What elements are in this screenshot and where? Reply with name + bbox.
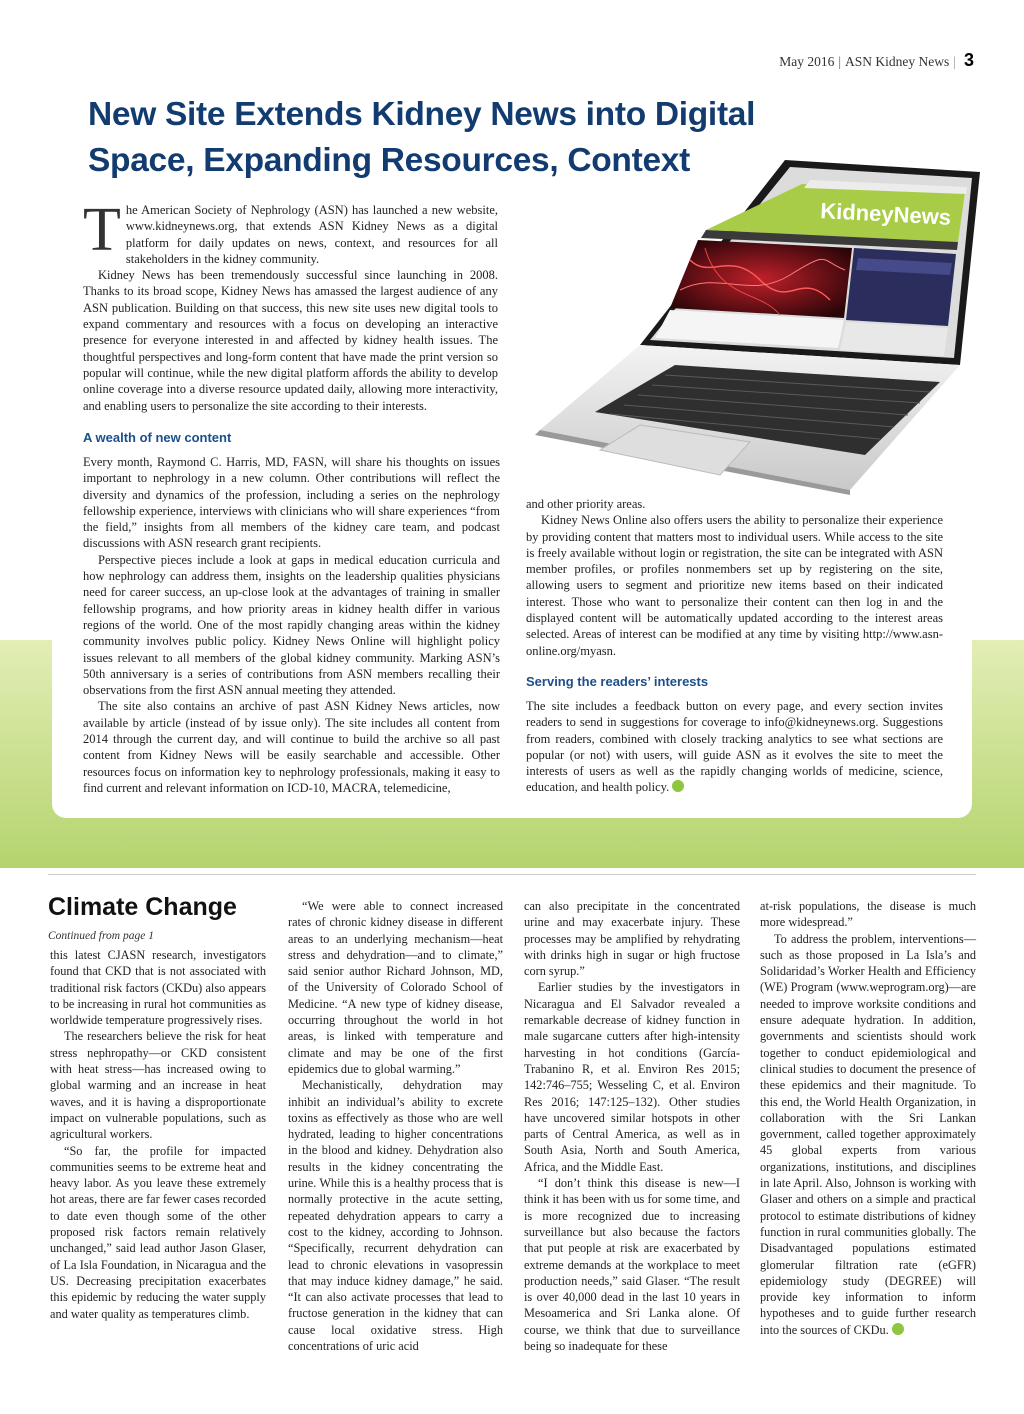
continued-from: Continued from page 1	[48, 930, 154, 942]
climate-c3p2: Earlier studies by the investigators in Nicaragua and El Salvador revealed a remarkable decrease of kidney function in male sugarcane cutters after high-intensity harvesting in hot conditions (García-Trabanino R, et al. Environ Res 2015; 142:746–755; Wesseling C, et al. Environ Res 2016; 147:125–132). Other studies have uncovered similar hotspots in other parts of Central America, as well as in South Asia, North and South America, Africa, and the Middle East.	[524, 980, 740, 1174]
paragraph-2: Kidney News has been tremendously successful since launching in 2008. Thanks to its broad scope, Kidney News has amassed the largest audience of any ASN publication. Building on that success, this new site uses new digital tools to expand commentary and resources with a focus on developing an interactive presence for everyone interested in and affected by kidney health issues. The thoughtful perspectives and long-form content that have made the print version so popular will continue, while the new digital platform affords the ability to develop online coverage into a diverse resource updated daily, allowing more interactivity, and enabling users to personalize the site according to their interests.	[83, 268, 498, 413]
paragraph-1: he American Society of Nephrology (ASN) has launched a new website, www.kidneynews.org, that extends ASN Kidney News as a digital platform for daily updates on news, context, and resources for all stakeholders in the kidney community.	[125, 203, 498, 266]
article-intro	[83, 196, 498, 414]
paragraph-8: The site includes a feedback button on every page, and every section invites readers to send in suggestions for coverage to info@kidneynews.org. Suggestions from readers, combined with closely tracking analytics to see what sections are popular (or not) with users, will guide ASN as it evolves the site to meet the interests of users as well as the rapidly changing worlds of medicine, science, education, and health policy.	[526, 699, 943, 795]
climate-col-2	[288, 898, 503, 1354]
section-divider	[48, 874, 976, 875]
climate-c2p1: “We were able to connect increased rates of chronic kidney disease in different areas to an underlying mechanism—heat stress and dehydration—and to climate,” said senior author Richard Johnson, MD, of the University of Colorado School of Medicine. “A new type of kidney disease, occurring throughout the world in hot areas, is linked with temperature and climate and may be one of the first epidemics due to global warming.”	[288, 899, 503, 1076]
page-number: 3	[963, 50, 974, 70]
climate-c1p2: The researchers believe the risk for heat stress nephropathy—or CKD consistent with heat stress—has increased owing to global warming and an increase in heat waves, and it is having a disproportionate impact on vulnerable populations, such as agricultural workers.	[50, 1029, 266, 1142]
climate-col-4	[760, 898, 976, 1338]
title-line-1: New Site Extends Kidney News into Digital	[88, 96, 756, 133]
end-mark-icon	[672, 780, 684, 792]
subhead-wealth: A wealth of new content	[83, 430, 232, 445]
dropcap: T	[83, 196, 121, 264]
paragraph-7: Kidney News Online also offers users the ability to personalize their experience by providing content that matters most to individual users. While access to the site is freely available without login or registration, the site can be integrated with ASN member profiles, or profiles nonmembers set up by registering on the site, allowing users to segment and prioritize new items based on their indicated interest. Those who want to personalize their content can then log in and the displayed content will be automatically updated according to the interest areas selected. Areas of interest can be modified at any time by visiting http://www.asn-online.org/myasn.	[526, 513, 943, 658]
subhead-serving: Serving the readers’ interests	[526, 674, 709, 689]
article-closing	[526, 698, 943, 796]
page-header: May 2016 | ASN Kidney News | 3	[779, 50, 974, 70]
climate-c4p1: at-risk populations, the disease is much more widespread.”	[760, 899, 976, 930]
article-left-body	[83, 454, 500, 796]
climate-c1p1: this latest CJASN research, investigators found that CKD that is not associated with traditional risk factors (CKDu) also appears to be increasing in rural hot communities as worldwide temperature progressively rises.	[50, 948, 266, 1028]
paragraph-3: Every month, Raymond C. Harris, MD, FASN, will share his thoughts on issues important to nephrology in a new column. Other contributions will reflect the diversity and dynamics of the profession, including a series on the nephrology fellowship experience, interviews with clinicians who will share experiences “from the field,” insights from all members of the kidney care team, and podcast discussions with ASN research grant recipients.	[83, 455, 500, 551]
climate-c3p3: “I don’t think this disease is new—I think it has been with us for some time, and is more recognized due to increasing surveillance but also because the factors that put people at risk are exacerbated by extreme demands at the workplace to meet production needs,” said Glaser. “The result is over 40,000 dead in the last 10 years in Mesoamerica and Sri Lanka alone. Of course, we think that due to surveillance being so inadequate for these	[524, 1176, 740, 1354]
laptop-screen-logo: KidneyNews	[819, 198, 952, 230]
issue-date: May 2016	[779, 54, 835, 69]
climate-c1p3: “So far, the profile for impacted communities seems to be extreme heat and heavy labor. As you leave these extremely hot areas, there are far fewer cases recorded to date even though some of the other proposed risk factors remain relatively unchanged,” said lead author Jason Glaser, of La Isla Foundation, in Nicaragua and the US. Decreasing precipitation exacerbates this epidemic by reducing the water supply and water quality as temperatures climb.	[50, 1143, 266, 1321]
climate-c3p1: can also precipitate in the concentrated urine and may exacerbate injury. These processes may be amplified by rehydrating with drinks high in sugar or high fructose corn syrup.”	[524, 899, 740, 979]
paragraph-5: The site also contains an archive of past ASN Kidney News articles, now available by article (instead of by issue only). The site includes all content from 2014 through the current day, and will continue to build the archive so all past content from Kidney News will be easily searchable and accessible. Other resources focus on information key to nephrology professionals, making it easy to find current and relevant information on ICD-10, MACRA, telemedicine,	[83, 699, 500, 795]
title-line-2: Space, Expanding Resources, Context	[88, 142, 690, 179]
article-right-body	[526, 496, 943, 659]
climate-c4p2: To address the problem, interventions—such as those proposed in La Isla’s and Solidaridad’s Worker Health and Efficiency (WE) Program (www.weprogram.org)—are needed to improve worksite conditions and ensure adequate hydration. In addition, governments and scientists should work together to conduct epidemiological and clinical studies to document the presence of these epidemics and their magnitude. To this end, the World Health Organization, in collaboration with the Sri Lankan government, called together approximately 45 global experts from various organizations, institutions, and disciplines in late April. Also, Johnson is working with Glaser and others on a simple and practical protocol to estimate distributions of kidney function in rural communities globally. The Disadvantaged populations estimated glomerular filtration rate (eGFR) epidemiology study (DEGREE) will provide key information to inform hypotheses and to guide further research into the sources of CKDu.	[760, 931, 976, 1337]
paragraph-6: and other priority areas.	[526, 497, 646, 511]
climate-c2p2: Mechanistically, dehydration may inhibit an individual’s ability to excrete toxins as effectively as those who are well hydrated, leading to higher concentrations in the blood and kidney. Dehydration also results in the kidney concentrating the urine. While this is a healthy process that is normally protective in the acute setting, repeated dehydration appears to carry a cost to the kidney, according to Johnson. “Specifically, recurrent dehydration can lead to chronic elevations in vasopressin that may induce kidney damage,” he said. “It can also activate processes that lead to fructose generation in the kidney that can cause local oxidative stress. High concentrations of uric acid	[288, 1078, 503, 1354]
laptop-image	[520, 150, 990, 495]
climate-end-mark-icon	[892, 1323, 904, 1335]
climate-title: Climate Change	[48, 893, 237, 921]
climate-col-1	[50, 947, 266, 1322]
climate-col-3	[524, 898, 740, 1354]
paragraph-4: Perspective pieces include a look at gaps in medical education curricula and how nephrology can address them, insights on the leadership qualities physicians need for career success, an up-close look at the advantages of training in smaller fellowship programs, and how priority areas in kidney health differ in various regions of the world. One of the most rapidly changing areas within the kidney community involves public policy. Kidney News Online will highlight policy issues relevant to all members of the global kidney community. Marking ASN’s 50th anniversary is a series of contributions from ASN members recalling their observations from the first ASN annual meeting they attended.	[83, 552, 500, 698]
publication-name: ASN Kidney News	[845, 54, 950, 69]
